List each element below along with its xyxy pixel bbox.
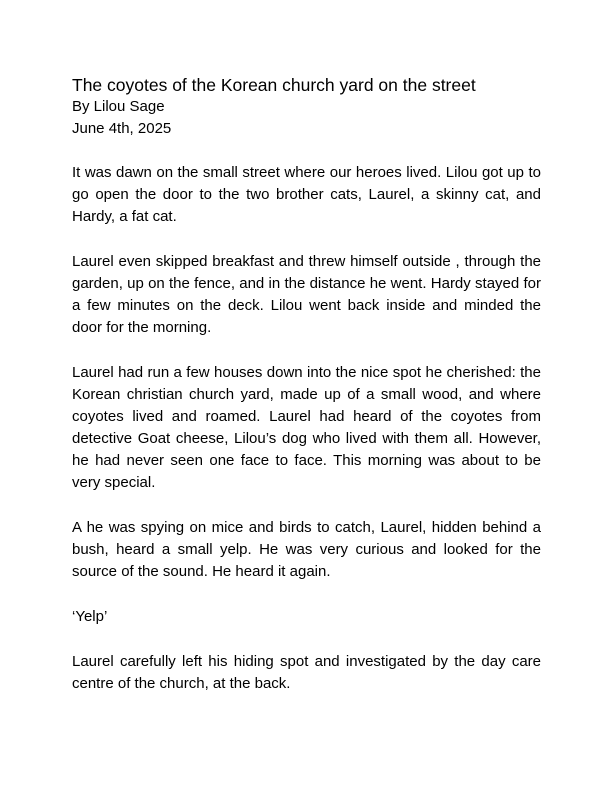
- paragraph-3: Laurel had run a few houses down into the nice spot he cherished: the Korean christian church yard, made up of a small wood, and where coyotes lived and roamed. Laurel had heard of the coyotes from detective Goat cheese, Lilou’s dog who lived with them all. However, he had never seen one face to face. This morning was about to be very special.: [72, 364, 541, 491]
- story-date: June 4th, 2025: [72, 120, 172, 137]
- document-page: [72, 74, 541, 695]
- paragraph-5: ‘Yelp’: [72, 608, 108, 625]
- paragraph-4: A he was spying on mice and birds to catch, Laurel, hidden behind a bush, heard a small yelp. He was very curious and looked for the source of the sound. He heard it again.: [72, 519, 541, 580]
- story-title: The coyotes of the Korean church yard on the street: [72, 75, 476, 95]
- paragraph-6: Laurel carefully left his hiding spot and investigated by the day care centre of the church, at the back.: [72, 653, 541, 692]
- paragraph-1: It was dawn on the small street where our heroes lived. Lilou got up to go open the door to the two brother cats, Laurel, a skinny cat, and Hardy, a fat cat.: [72, 164, 541, 225]
- paragraph-2: Laurel even skipped breakfast and threw himself outside , through the garden, up on the fence, and in the distance he went. Hardy stayed for a few minutes on the deck. Lilou went back inside and minded the door for the morning.: [72, 253, 541, 336]
- story-author: By Lilou Sage: [72, 98, 165, 115]
